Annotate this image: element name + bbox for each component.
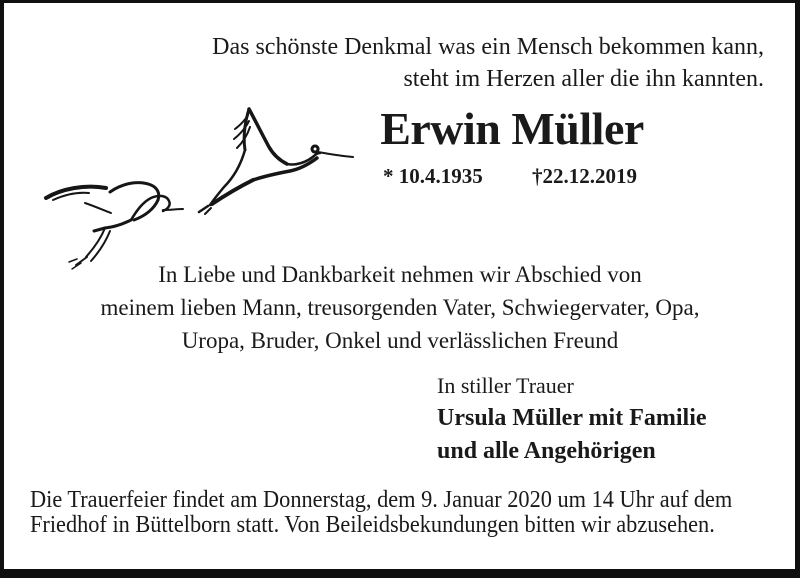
mourners-block (437, 369, 707, 468)
deceased-name: Erwin Müller (380, 103, 644, 154)
mourner-relatives: und alle Angehörigen (437, 438, 656, 464)
birth-date: * 10.4.1935 (383, 164, 483, 188)
epigraph-line-1: Das schönste Denkmal was ein Mensch bekommen kann, (212, 34, 764, 60)
farewell-line-1: In Liebe und Dankbarkeit nehmen wir Abschied von (158, 262, 642, 287)
farewell-line-3: Uropa, Bruder, Onkel und verlässlichen Freund (181, 328, 619, 353)
mourner-family: Ursula Müller mit Familie (437, 405, 707, 431)
funeral-info (30, 488, 732, 538)
life-dates (383, 164, 637, 189)
flying-crane-left-icon (46, 183, 183, 269)
epigraph-line-2: steht im Herzen aller die ihn kannten. (403, 66, 764, 92)
funeral-line-1: Die Trauerfeier findet am Donnerstag, dem 9. Januar 2020 um 14 Uhr auf dem (30, 487, 733, 513)
mourners-intro: In stiller Trauer (437, 373, 574, 398)
epigraph (212, 31, 764, 95)
death-date: †22.12.2019 (532, 164, 637, 188)
funeral-line-2: Friedhof in Büttelborn statt. Von Beileidsbekundungen bitten wir abzusehen. (30, 512, 715, 538)
farewell-paragraph (40, 258, 760, 357)
farewell-line-2: meinem lieben Mann, treusorgenden Vater, Schwiegervater, Opa, (100, 295, 700, 320)
